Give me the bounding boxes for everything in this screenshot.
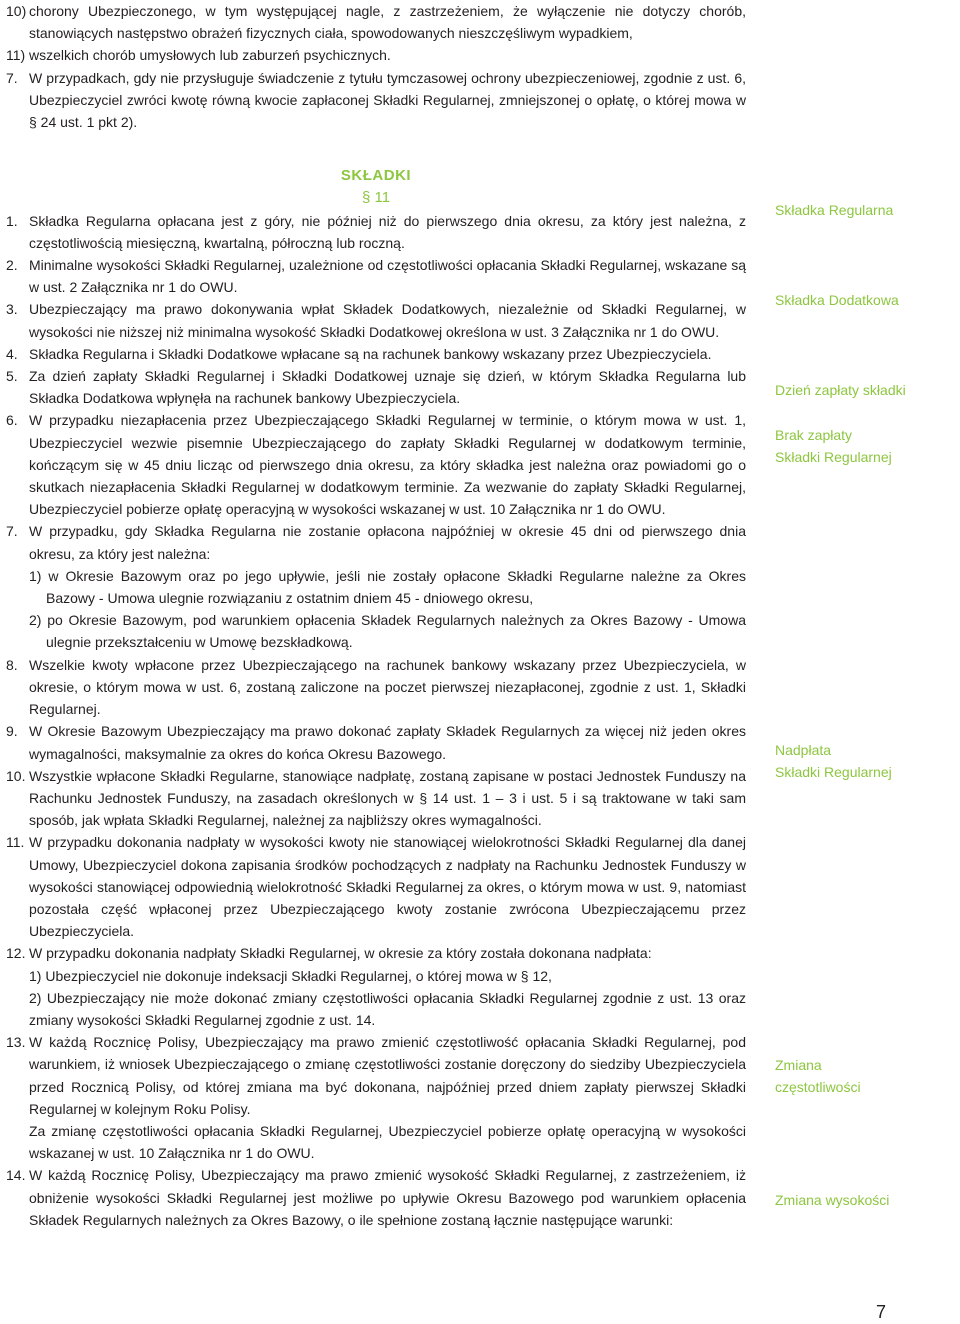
section-item xyxy=(6,654,746,721)
item-text: W każdą Rocznicę Polisy, Ubezpieczający ma prawo zmienić częstotliwość opłacania Składki Regularnej, pod warunkiem, iż wniosek Ubezpieczającego o zmianę częstotliwości zostanie doręczony do siedziby Ubezpieczyciela przed Rocznicą Polisy, od której zmiana ma być dokonana, najpóźniej przed dniem zapłaty pierwszej Składki Regularnej w kolejnym Roku Polisy. xyxy=(29,1034,746,1117)
item-text: Wszystkie wpłacone Składki Regularne, stanowiące nadpłatę, zostaną zapisane w postaci Jednostek Funduszy na Rachunku Jednostek Funduszy, na zasadach określonych w § 14 ust. 1 – 3 i ust. 5 i są traktowane w taki sam sposób, jak wpłata Składki Regularnej, należnej za najbliższy okres wymagalności. xyxy=(29,767,746,829)
item-text: 1) Ubezpieczyciel nie dokonuje indeksacji Składki Regularnej, o której mowa w § 12, xyxy=(29,967,552,984)
margin-note-line: Zmiana xyxy=(775,1057,822,1073)
item-text: Za dzień zapłaty Składki Regularnej i Składki Dodatkowej uznaje się dzień, w którym Składka Regularna lub Składka Dodatkowa wpłynęła na rachunek bankowy Ubezpieczyciela. xyxy=(29,368,746,407)
item-number: 4. xyxy=(6,345,18,362)
margin-note-line: Zmiana wysokości xyxy=(775,1192,890,1208)
margin-note-line: Składka Dodatkowa xyxy=(775,292,899,308)
section-item xyxy=(6,1031,746,1120)
item-number: 7. xyxy=(6,69,18,86)
item-number: 14. xyxy=(6,1167,26,1184)
margin-note-line: Składka Regularna xyxy=(775,202,894,218)
item-text: Składka Regularna opłacana jest z góry, nie później niż do pierwszego dnia okresu, za który jest należna, z częstotliwością miesięczną, kwartalną, półroczną lub roczną. xyxy=(29,212,746,251)
item-number: 10) xyxy=(6,3,27,19)
item-number: 12. xyxy=(6,945,26,962)
paragraph-number: § 11 xyxy=(361,189,391,207)
item-number: 9. xyxy=(6,723,18,740)
intro-item-7 xyxy=(6,67,746,134)
margin-note-line: Brak zapłaty xyxy=(775,427,853,443)
item-number: 11) xyxy=(6,47,26,64)
margin-note-line: częstotliwości xyxy=(775,1079,861,1096)
section-item xyxy=(6,365,746,409)
item-text: W przypadku, gdy Składka Regularna nie zostanie opłacona najpóźniej w okresie 45 dni od pierwszego dnia okresu, za który jest należna: xyxy=(29,523,746,562)
item-number: 6. xyxy=(6,412,18,429)
item-text: W przypadku niezapłacenia przez Ubezpieczającego Składki Regularnej w terminie, o którym mowa w ust. 1, Ubezpieczyciel wezwie pisemnie Ubezpieczającego do zapłaty Składki Regularnej w dodatkowym terminie, kończącym się w 45 dniu licząc od pierwszego dnia okresu, za który składka jest należna oraz powiadomi go o skutkach niezapłacenia Składki Regularnej w dodatkowym terminie. Za wezwanie do zapłaty Składki Regularnej, Ubezpieczyciel pobierze opłatę operacyjną w wysokości wskazanej w ust. 10 Załącznika nr 1 do OWU. xyxy=(29,412,746,518)
section-item xyxy=(6,520,746,564)
intro-item-10 xyxy=(6,0,746,44)
section-item xyxy=(6,409,746,520)
item-text: Składka Regularna i Składki Dodatkowe wpłacane są na rachunek bankowy wskazany przez Ubezpieczyciela. xyxy=(29,345,712,362)
item-text: W przypadku dokonania nadpłaty w wysokości kwoty nie stanowiącej wielokrotności Składki Regularnej dla danej Umowy, Ubezpieczyciel dokona zapisania środków pochodzących z nadpłaty na Rachunku Jednostek Funduszy w wysokości stanowiącej odpowiednią wielokrotność Składki Regularnej za okres, o którym mowa w ust. 9, natomiast pozostała część wpłaconej przez Ubezpieczającego kwoty zostanie zwrócona Ubezpieczającemu przez Ubezpieczyciela. xyxy=(29,834,746,940)
section-item xyxy=(6,720,746,764)
margin-note-line: Nadpłata xyxy=(775,742,832,758)
item-text: Za zmianę częstotliwości opłacania Składki Regularnej, Ubezpieczyciel pobierze opłatę operacyjną w wysokości wskazanej w ust. 10 Załącznika nr 1 do OWU. xyxy=(29,1122,746,1162)
item-number: 8. xyxy=(6,656,18,673)
section-item xyxy=(6,609,746,653)
section-item xyxy=(6,343,746,365)
item-text: 1) w Okresie Bazowym oraz po jego upływie, jeśli nie zostały opłacone Składki Regularne należne za Okres Bazowy - Umowa ulegnie rozwiązaniu z ostatnim dniem 45 - dniowego okresu, xyxy=(29,567,746,607)
margin-note-line: Dzień zapłaty składki xyxy=(775,382,906,398)
item-number: 7. xyxy=(6,523,18,540)
item-number: 5. xyxy=(6,368,18,385)
margin-note-line: Składki Regularnej xyxy=(775,764,892,781)
item-number: 13. xyxy=(6,1034,26,1051)
item-number: 1. xyxy=(6,212,18,229)
page-number: 7 xyxy=(876,1302,887,1322)
section-item xyxy=(6,965,746,987)
item-text: wszelkich chorób umysłowych lub zaburzeń psychicznych. xyxy=(29,47,391,64)
item-text: W każdą Rocznicę Polisy, Ubezpieczający ma prawo zmienić wysokość Składki Regularnej, z zastrzeżeniem, iż obniżenie wysokości Składki Regularnej jest możliwe po upływie Okresu Bazowego pod warunkiem opłacenia Składek Regularnych należnych za Okres Bazowy, o ile spełnione zostaną łącznie następujące warunki: xyxy=(29,1167,746,1228)
margin-note-zmiana-czestotliwosci xyxy=(775,1054,955,1098)
section-item xyxy=(6,565,746,609)
margin-note-skladka-regularna xyxy=(775,199,955,221)
margin-note-skladka-dodatkowa xyxy=(775,289,955,311)
main-text-column xyxy=(6,0,746,1231)
margin-note-line: Składki Regularnej xyxy=(775,449,892,466)
margin-note-dzien-zaplaty xyxy=(775,379,955,401)
margin-note-nadplata xyxy=(775,739,955,783)
intro-item-11 xyxy=(6,44,746,66)
section-items xyxy=(6,210,746,1231)
section-item xyxy=(6,942,746,964)
item-number: 10. xyxy=(6,767,26,784)
item-number: 3. xyxy=(6,301,18,318)
item-text: chorony Ubezpieczonego, w tym występującej nagle, z zastrzeżeniem, że wyłączenie nie dotyczy chorób, stanowiących następstwo obrażeń fizycznych ciała, spowodowanych nieszczęśliwym wypadkiem, xyxy=(29,3,746,42)
item-text: Ubezpieczający ma prawo dokonywania wpłat Składek Dodatkowych, niezależnie od Składki Regularnej, w wysokości nie niższej niż minimalna wysokość Składki Dodatkowej określona w ust. 3 Załącznika nr 1 do OWU. xyxy=(29,301,746,340)
item-text: Minimalne wysokości Składki Regularnej, uzależnione od częstotliwości opłacania Składki Regularnej, wskazane są w ust. 2 Załącznika nr 1 do OWU. xyxy=(29,257,746,296)
item-text: 2) Ubezpieczający nie może dokonać zmiany częstotliwości opłacania Składki Regularnej zgodnie z ust. 13 oraz zmiany wysokości Składki Regularnej zgodnie z ust. 14. xyxy=(29,989,746,1028)
section-heading: SKŁADKI xyxy=(340,167,412,185)
item-number: 2. xyxy=(6,257,18,274)
section-item xyxy=(6,298,746,342)
item-number: 11. xyxy=(6,834,25,851)
margin-note-brak-zaplaty xyxy=(775,424,955,468)
section-item xyxy=(6,987,746,1031)
section-item xyxy=(6,210,746,254)
section-item xyxy=(6,1164,746,1231)
section-item xyxy=(6,1120,746,1164)
section-item xyxy=(6,831,746,942)
margin-note-zmiana-wysokosci xyxy=(775,1189,955,1211)
item-text: Wszelkie kwoty wpłacone przez Ubezpieczającego na rachunek bankowy wskazany przez Ubezpieczyciela, w okresie, o którym mowa w ust. 6, zostaną zaliczone na poczet pierwszej niezapłaconej, zgodnie z ust. 1, Składki Regularnej. xyxy=(29,656,746,718)
item-text: 2) po Okresie Bazowym, pod warunkiem opłacenia Składek Regularnych należnych za Okres Bazowy - Umowa ulegnie przekształceniu w Umowę bezskładkową. xyxy=(29,612,746,651)
item-text: W Okresie Bazowym Ubezpieczający ma prawo dokonać zapłaty Składek Regularnych za więcej niż jeden okres wymagalności, maksymalnie za okres do końca Okresu Bazowego. xyxy=(29,723,746,762)
section-item xyxy=(6,765,746,832)
item-text: W przypadku dokonania nadpłaty Składki Regularnej, w okresie za który została dokonana nadpłata: xyxy=(29,945,652,962)
section-item xyxy=(6,254,746,298)
item-text: W przypadkach, gdy nie przysługuje świadczenie z tytułu tymczasowej ochrony ubezpieczeniowej, zgodnie z ust. 6, Ubezpieczyciel zwróci kwotę równą kwocie zapłaconej Składki Regularnej, zmniejszonej o opłatę, o której mowa w § 24 ust. 1 pkt 2). xyxy=(29,69,746,131)
